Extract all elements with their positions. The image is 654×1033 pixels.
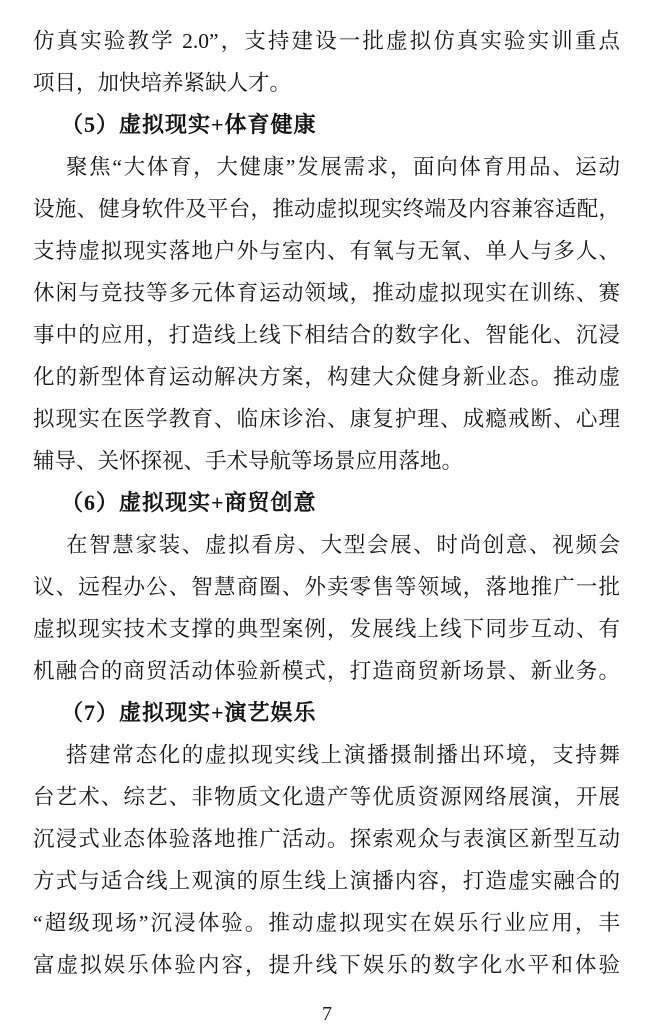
text-line: 支持虚拟现实落地户外与室内、有氧与无氧、单人与多人、 (33, 239, 620, 263)
text-line: 虚拟现实技术支撑的典型案例，发展线上线下同步互动、有 (33, 617, 620, 641)
section-heading (33, 692, 620, 734)
text-line: 机融合的商贸活动体验新模式，打造商贸新场景、新业务。 (33, 659, 620, 683)
text-line: 议、远程办公、智慧商圈、外卖零售等领域，落地推广一批 (33, 575, 620, 599)
paragraph (33, 734, 620, 986)
text-line: 辅导、关怀探视、手术导航等场景应用落地。 (33, 449, 464, 473)
paragraph (33, 146, 620, 482)
text-line: 在智慧家装、虚拟看房、大型会展、时尚创意、视频会 (66, 533, 620, 557)
text-line: 设施、健身软件及平台，推动虚拟现实终端及内容兼容适配， (33, 197, 620, 221)
text-line: 项目，加快培养紧缺人才。 (33, 71, 292, 95)
document-body (33, 20, 620, 986)
text-line: 方式与适合线上观演的原生线上演播内容，打造虚实融合的 (33, 869, 620, 893)
text-line: 休闲与竞技等多元体育运动领域，推动虚拟现实在训练、赛 (33, 281, 620, 305)
text-line: 聚焦“大体育，大健康”发展需求，面向体育用品、运动 (66, 155, 620, 179)
section-heading (33, 104, 620, 146)
text-line: 仿真实验教学 2.0”，支持建设一批虚拟仿真实验实训重点 (33, 29, 620, 53)
heading-line: （6）虚拟现实+商贸创意 (61, 490, 317, 515)
section-heading (33, 482, 620, 524)
text-line: 富虚拟娱乐体验内容，提升线下娱乐的数字化水平和体验 (33, 953, 620, 977)
paragraph (33, 20, 620, 104)
text-line: 搭建常态化的虚拟现实线上演播摄制播出环境，支持舞 (66, 743, 620, 767)
paragraph (33, 524, 620, 692)
text-line: 化的新型体育运动解决方案，构建大众健身新业态。推动虚 (33, 365, 620, 389)
text-line: 拟现实在医学教育、临床诊治、康复护理、成瘾戒断、心理 (33, 407, 620, 431)
text-line: “超级现场”沉浸体验。推动虚拟现实在娱乐行业应用，丰 (33, 911, 620, 935)
heading-line: （5）虚拟现实+体育健康 (61, 112, 317, 137)
text-line: 沉浸式业态体验落地推广活动。探索观众与表演区新型互动 (33, 827, 620, 851)
page-number: 7 (322, 1003, 332, 1025)
text-line: 台艺术、综艺、非物质文化遗产等优质资源网络展演，开展 (33, 785, 620, 809)
heading-line: （7）虚拟现实+演艺娱乐 (61, 700, 317, 725)
text-line: 事中的应用，打造线上线下相结合的数字化、智能化、沉浸 (33, 323, 620, 347)
